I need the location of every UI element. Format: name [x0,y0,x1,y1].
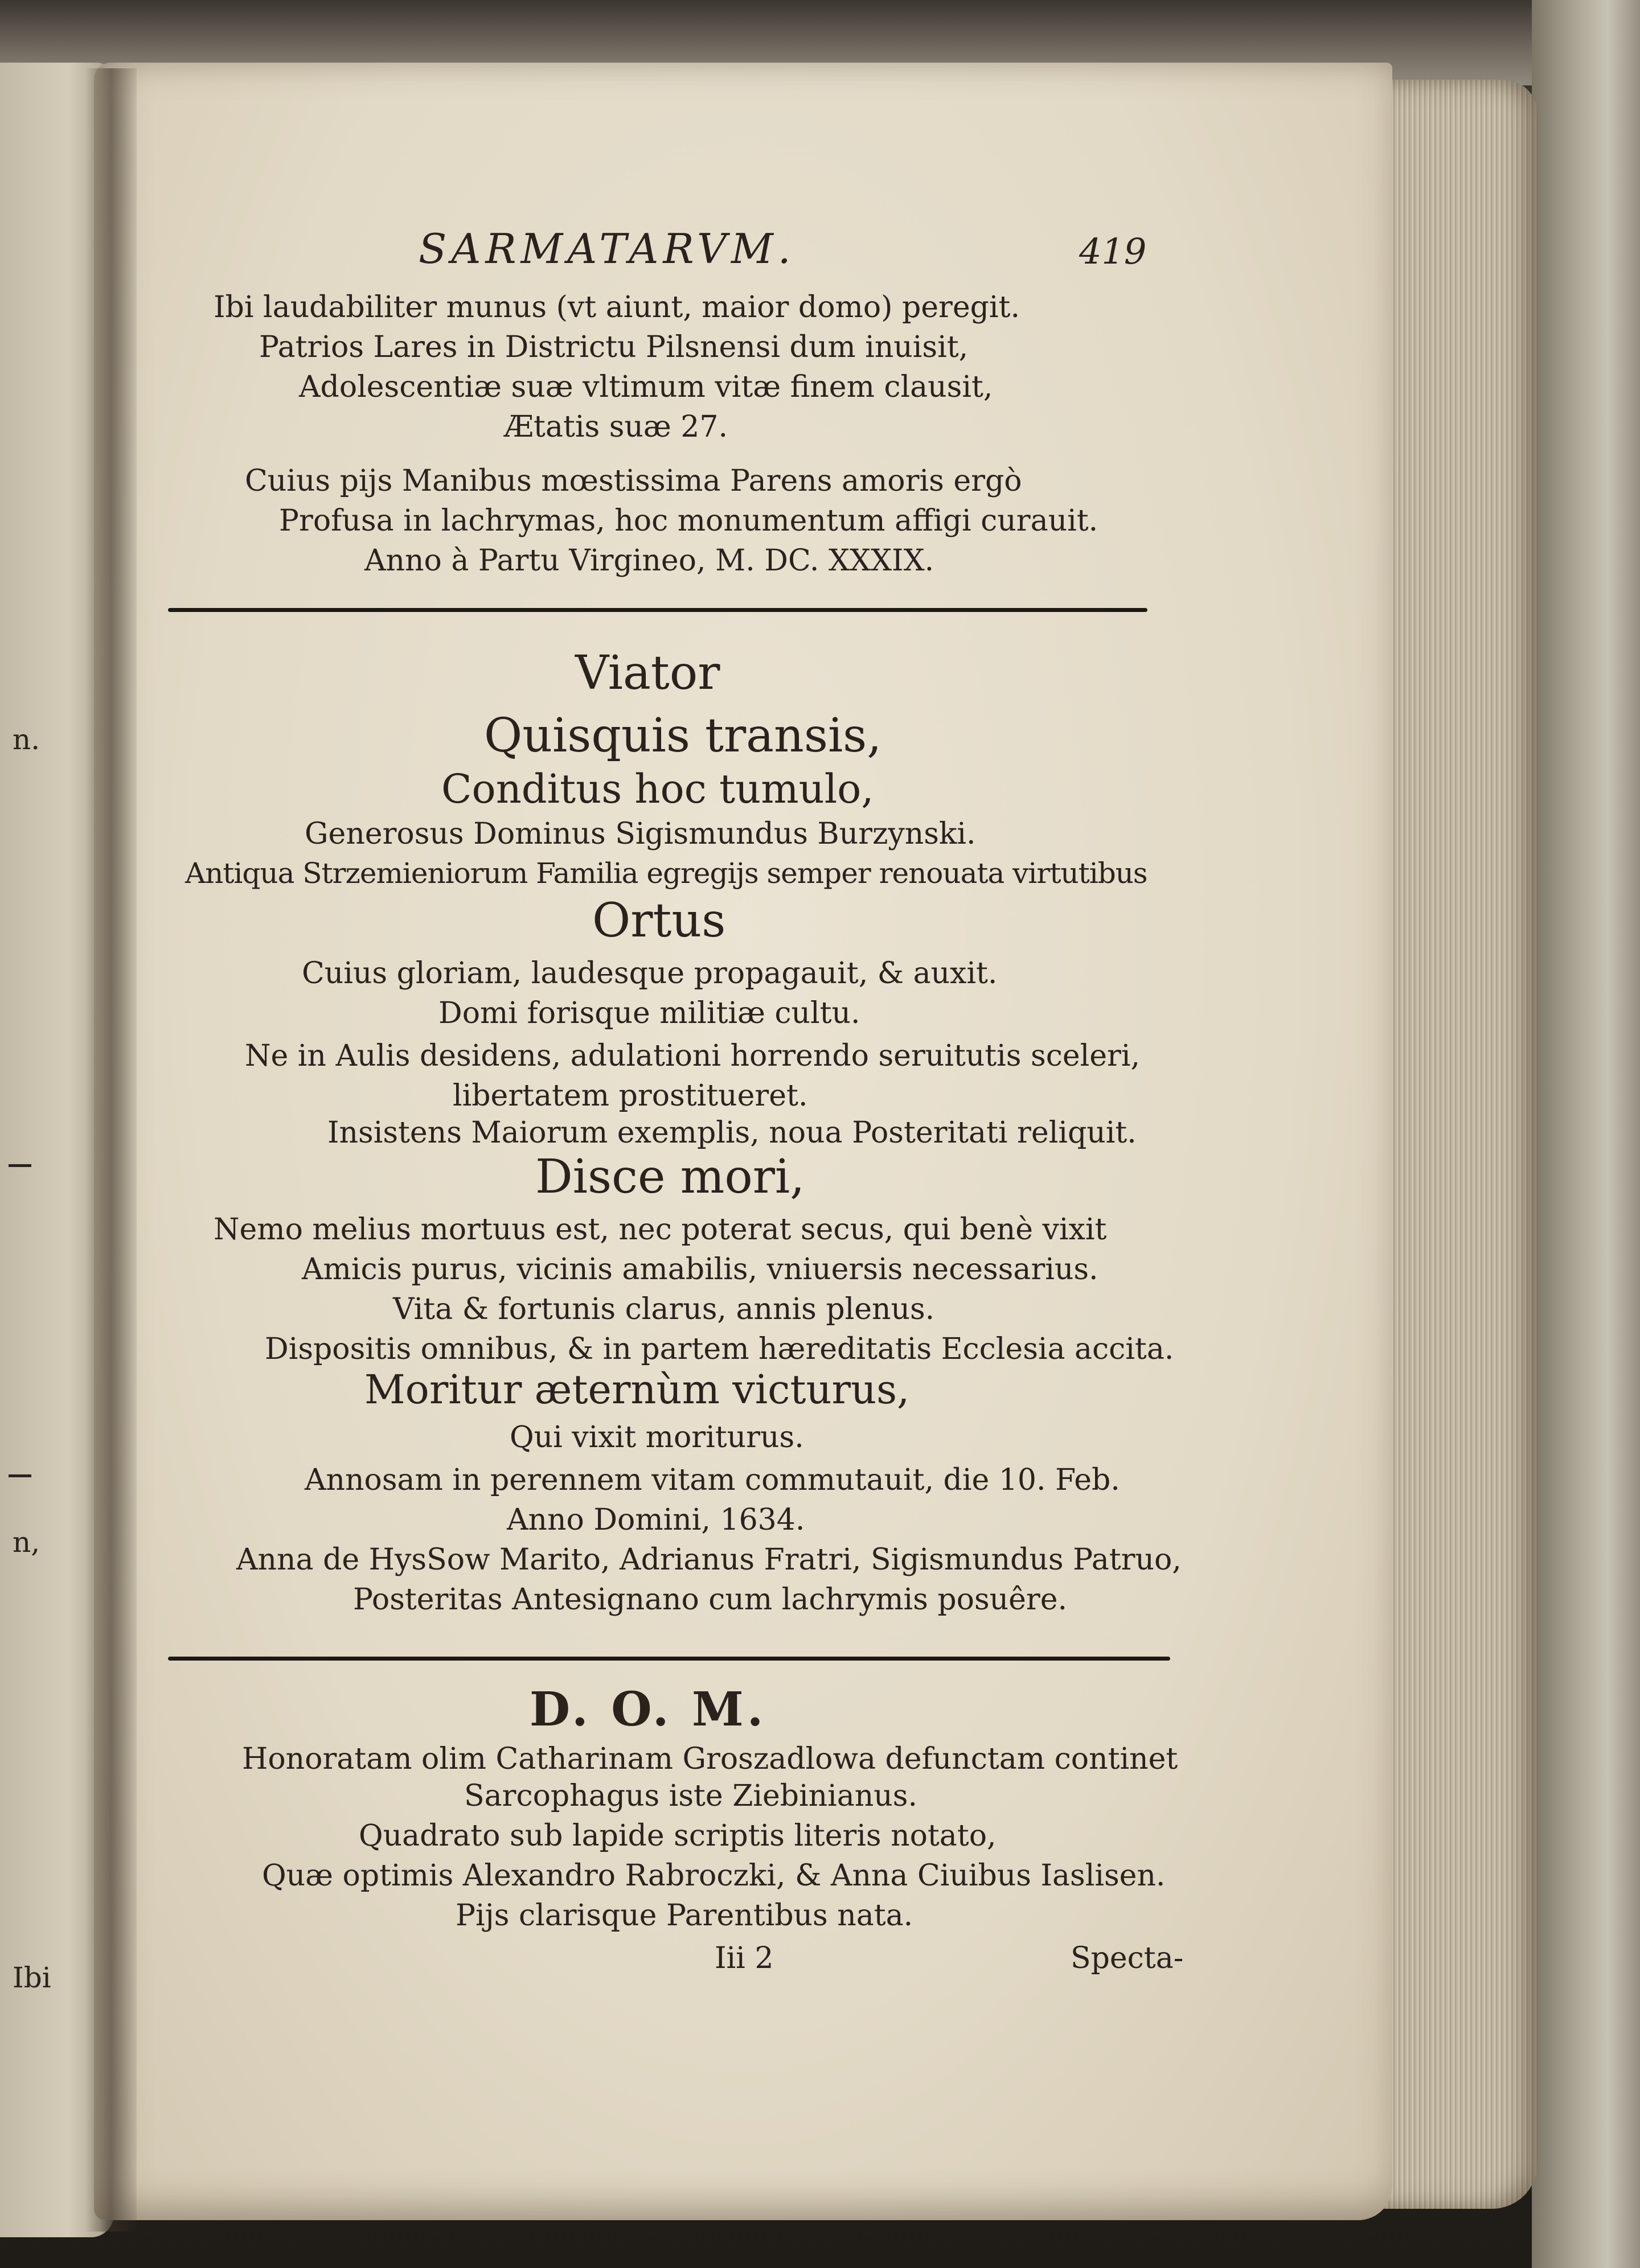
text-line: Nemo melius mortuus est, nec poterat secus, qui benè vixit [214,1213,1107,1247]
book-board-right [1532,0,1640,2268]
text-line: Anno Domini, 1634. [507,1503,805,1537]
text-line: Quadrato sub lapide scriptis literis notato, [359,1819,997,1853]
text-line: Cuius pijs Manibus mœstissima Parens amoris ergò [245,464,1022,498]
text-line: Anna de HysSow Marito, Adrianus Fratri, Sigismundus Patruo, [236,1543,1182,1577]
text-line: Insistens Maiorum exemplis, noua Posteritati reliquit. [327,1116,1137,1150]
text-line: Annosam in perennem vitam commutauit, die 10. Feb. [305,1463,1120,1497]
heading-disce: Disce mori, [535,1150,805,1204]
text-line: Honoratam olim Catharinam Groszadlowa defunctam continet [242,1742,1178,1776]
running-title: SARMATARVM. [419,225,796,273]
heading-dom: D. O. M. [530,1682,767,1737]
heading-conditus: Conditus hoc tumulo, [441,766,874,812]
text-line: Ætatis suæ 27. [504,410,728,444]
heading-ortus: Ortus [592,894,726,948]
text-line: Adolescentiæ suæ vltimum vitæ finem clausit, [299,370,993,404]
heading-moritur: Moritur æternùm victurus, [364,1366,910,1413]
text-line: Profusa in lachrymas, hoc monumentum affigi curauit. [279,504,1098,538]
text-line: Sarcophagus iste Ziebinianus. [464,1779,917,1813]
text-line: Quæ optimis Alexandro Rabroczki, & Anna Ciuibus Iaslisen. [262,1859,1166,1893]
section-rule [168,608,1147,612]
gutter-shadow [85,68,137,2232]
page-number: 419 [1079,231,1147,272]
catchword: Specta- [1071,1941,1184,1975]
text-line: Pijs clarisque Parentibus nata. [456,1899,913,1933]
heading-quisquis: Quisquis transis, [484,709,882,763]
text-line: Qui vixit moriturus. [510,1420,804,1455]
text-line: Patrios Lares in Districtu Pilsnensi dum inuisit, [259,330,969,364]
text-line: Cuius gloriam, laudesque propagauit, & auxit. [302,956,998,991]
left-page-fragment: n, [13,1526,40,1559]
text-line: Dispositis omnibus, & in partem hæreditatis Ecclesia accita. [265,1332,1174,1366]
text-line: Ibi laudabiliter munus (vt aiunt, maior domo) peregit. [214,290,1020,324]
section-rule [168,1657,1170,1661]
signature-mark: Iii 2 [715,1941,774,1975]
text-line: libertatem prostitueret. [453,1079,808,1113]
heading-viator: Viator [575,646,720,700]
left-page-fragment: Ibi [13,1961,51,1994]
text-line: Anno à Partu Virgineo, M. DC. XXXIX. [364,544,934,578]
text-line: Generosus Dominus Sigismundus Burzynski. [305,817,976,851]
left-page-rule [9,1164,31,1167]
text-line: Antiqua Strzemieniorum Familia egregijs semper renouata virtutibus [185,857,1147,890]
left-page-rule [9,1474,31,1477]
text-line: Domi forisque militiæ cultu. [438,996,860,1030]
text-line: Vita & fortunis clarus, annis plenus. [393,1292,935,1326]
left-page-fragment: n. [13,723,40,756]
text-line: Ne in Aulis desidens, adulationi horrendo seruitutis sceleri, [245,1039,1141,1073]
text-line: Amicis purus, vicinis amabilis, vniuersis necessarius. [302,1252,1098,1287]
text-line: Posteritas Antesignano cum lachrymis posuêre. [353,1583,1068,1617]
